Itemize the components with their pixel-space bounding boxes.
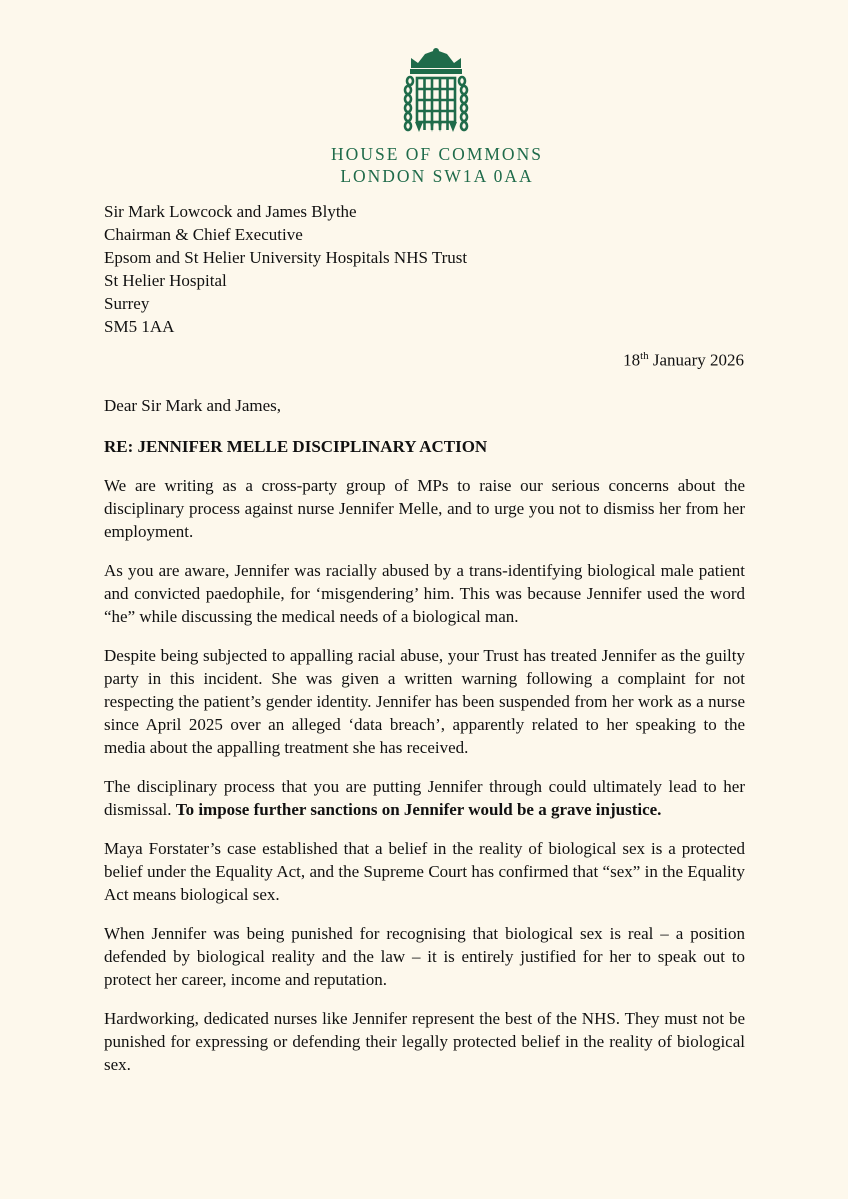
salutation: Dear Sir Mark and James, — [104, 396, 282, 415]
recipient-title: Chairman & Chief Executive — [104, 225, 303, 244]
recipient-site: St Helier Hospital — [104, 271, 227, 290]
body-paragraph: Despite being subjected to appalling racial abuse, your Trust has treated Jennifer as the guilty party in this incident. She was given a written warning following a complaint for not respecting the patient’s gender identity. Jennifer has been suspended from her work as a nurse since April 2025 over an alleged ‘data breach’, apparently related to her speaking to the media about the appalling treatment she has received. — [104, 646, 745, 757]
recipient-address — [104, 200, 467, 338]
body-paragraph: When Jennifer was being punished for recognising that biological sex is real – a position defended by biological reality and the law – it is entirely justified for her to speak out to protect her career, income and reputation. — [104, 924, 745, 989]
portcullis-crown-icon — [401, 48, 471, 134]
letterhead-address: LONDON SW1A 0AA — [340, 166, 534, 186]
recipient-postcode: SM5 1AA — [104, 317, 175, 336]
body-paragraph: As you are aware, Jennifer was racially abused by a trans-identifying biological male patient and convicted paedophile, for ‘misgendering’ him. This was because Jennifer used the word “he” while discussing the medical needs of a biological man. — [104, 561, 745, 626]
body-paragraph: Maya Forstater’s case established that a belief in the reality of biological sex is a protected belief under the Equality Act, and the Supreme Court has confirmed that “sex” in the Equality Act means biological sex. — [104, 839, 745, 904]
paragraph-text: The disciplinary process that you are putting Jennifer through could ultimately lead to her dismissal. — [104, 777, 745, 819]
date-day: 18 — [623, 350, 641, 370]
body-paragraph: We are writing as a cross-party group of MPs to raise our serious concerns about the disciplinary process against nurse Jennifer Melle, and to urge you not to dismiss her from her employment. — [104, 476, 745, 541]
recipient-organisation: Epsom and St Helier University Hospitals NHS Trust — [104, 248, 468, 267]
letter-date — [623, 350, 744, 371]
paragraph-emphasis: To impose further sanctions on Jennifer would be a grave injustice. — [175, 800, 662, 819]
subject-line: RE: JENNIFER MELLE DISCIPLINARY ACTION — [104, 437, 488, 456]
letterhead-title: HOUSE OF COMMONS — [331, 144, 543, 164]
body-paragraph: Hardworking, dedicated nurses like Jennifer represent the best of the NHS. They must not be punished for expressing or defending their legally protected belief in the reality of biological sex. — [104, 1009, 745, 1074]
recipient-names: Sir Mark Lowcock and James Blythe — [104, 202, 357, 221]
body-paragraph — [104, 775, 745, 821]
date-suffix: th — [640, 350, 649, 362]
date-month-year: January 2026 — [648, 350, 744, 370]
recipient-county: Surrey — [104, 294, 150, 313]
letter-body — [104, 474, 745, 1092]
